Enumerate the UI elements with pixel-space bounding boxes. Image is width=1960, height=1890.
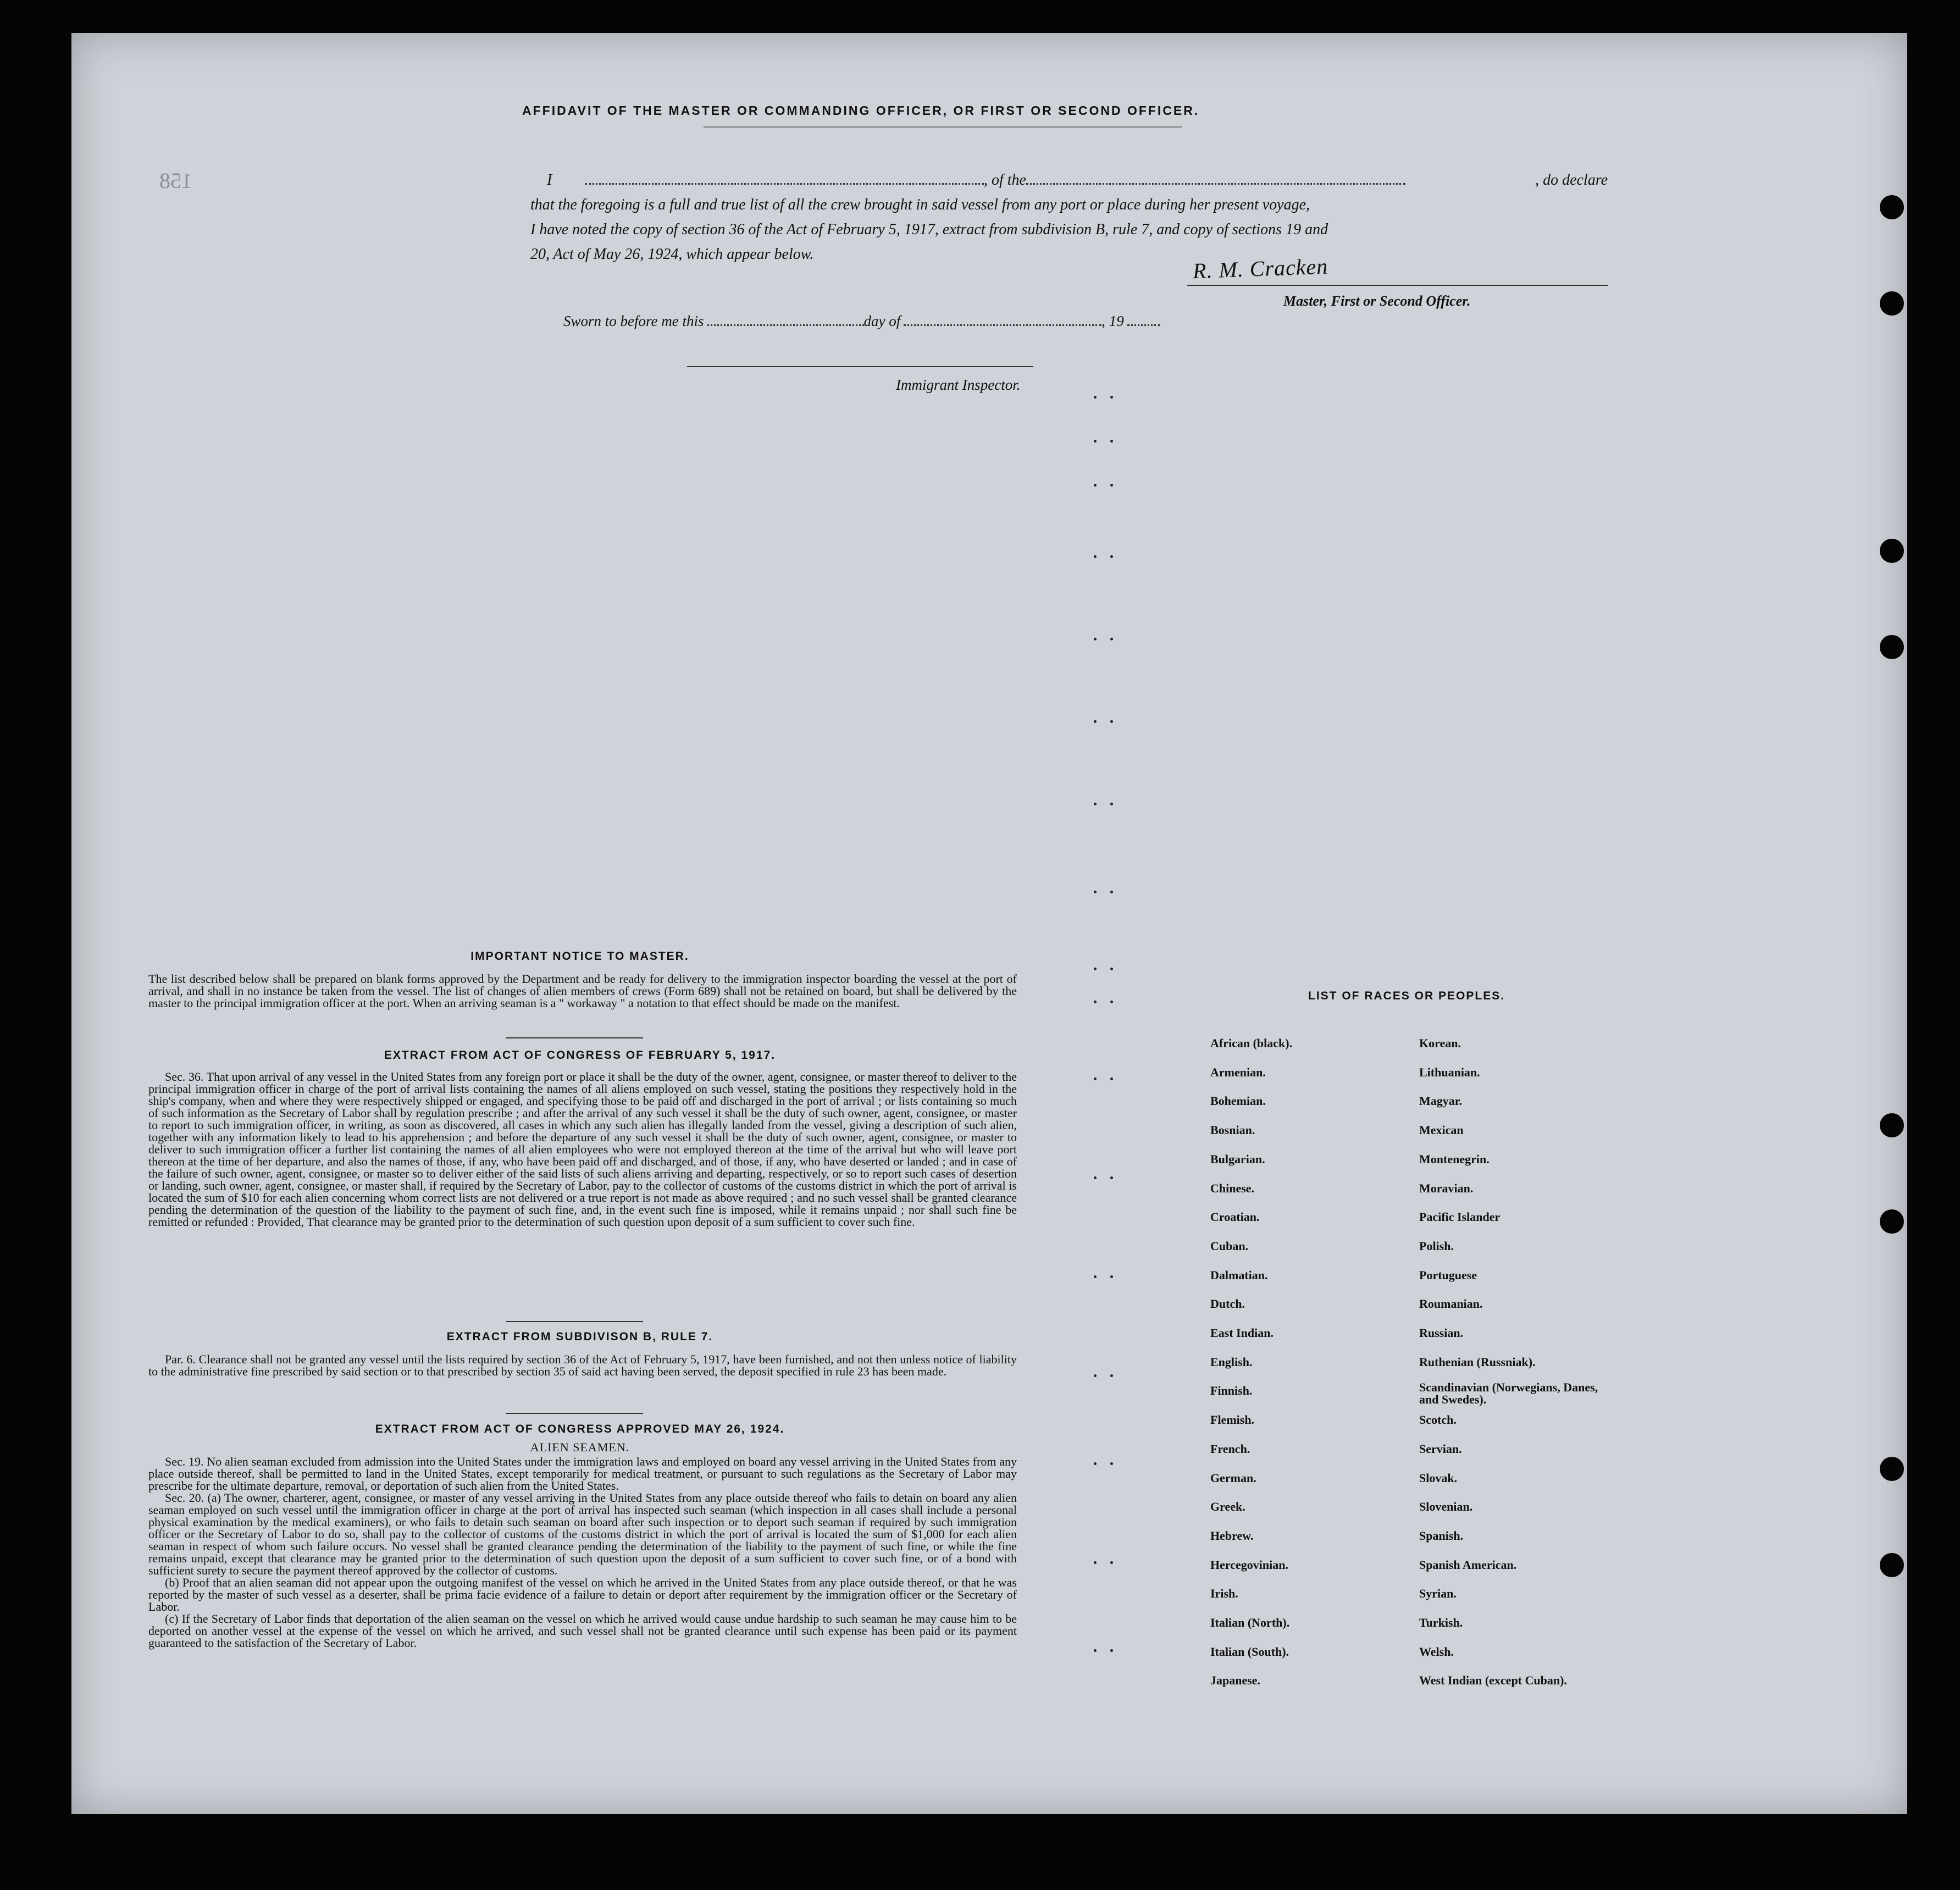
punch-hole	[1880, 539, 1904, 563]
race-item: Bulgarian.	[1210, 1152, 1265, 1166]
race-item: Korean.	[1419, 1036, 1461, 1050]
race-item: Spanish.	[1419, 1528, 1464, 1543]
day-of-label: day of	[863, 313, 901, 329]
race-item: Bohemian.	[1210, 1094, 1266, 1108]
race-item: Greek.	[1210, 1500, 1245, 1514]
sworn-month-field[interactable]	[904, 312, 1101, 326]
race-item: Servian.	[1419, 1441, 1462, 1456]
race-item: African (black).	[1210, 1036, 1293, 1050]
notice-body: The list described below shall be prepared on blank forms approved by the Department and be ready for delivery to the immigration inspector boarding the vessel at the port of arrival, and shall in no instance be taken from the vessel. The list of changes of alien members of crews (Form 689) shall not be retained on board, but shall be delivered by the master to the principal immigration officer at the port. When an arriving seaman is a " workaway " a notation to that effect should be made on the manifest.	[148, 972, 1017, 1010]
race-item: Polish.	[1419, 1239, 1454, 1253]
divider-2	[506, 1321, 643, 1322]
divider-3	[506, 1413, 643, 1414]
race-item: German.	[1210, 1471, 1256, 1485]
race-item: English.	[1210, 1355, 1253, 1369]
punch-hole	[1880, 635, 1904, 659]
inspector-signature-line	[687, 366, 1033, 367]
sworn-year-field[interactable]	[1127, 312, 1160, 326]
divider-1	[506, 1037, 643, 1038]
punch-hole	[1880, 1113, 1904, 1137]
affidavit-of-the: , of the	[984, 172, 1026, 189]
affidavit-line-2: that the foregoing is a full and true list of all the crew brought in said vessel from any port or place during her present voyage,	[530, 196, 1310, 213]
race-item: Finnish.	[1210, 1384, 1253, 1398]
race-item: Portuguese	[1419, 1268, 1477, 1282]
punch-hole	[1880, 195, 1904, 219]
race-item: Scotch.	[1419, 1413, 1457, 1427]
race-item: Dutch.	[1210, 1297, 1245, 1311]
master-signature: R. M. Cracken	[1192, 253, 1328, 284]
affidavit-line-4: 20, Act of May 26, 1924, which appear below.	[530, 246, 814, 263]
race-item: Chinese.	[1210, 1181, 1255, 1195]
race-item: Spanish American.	[1419, 1557, 1517, 1572]
sworn-line	[563, 312, 1278, 330]
extract-1924-subtitle: ALIEN SEAMEN.	[530, 1440, 630, 1454]
sworn-label: Sworn to before me this	[563, 313, 704, 329]
inspector-label: Immigrant Inspector.	[896, 377, 1021, 393]
margin-page-number: 158	[159, 168, 192, 193]
race-item: Irish.	[1210, 1587, 1238, 1601]
signer-title: Master, First or Second Officer.	[1283, 293, 1471, 309]
extract-1917-title: EXTRACT FROM ACT OF CONGRESS OF FEBRUARY 5, 1917.	[384, 1049, 776, 1062]
race-item: Slovak.	[1419, 1471, 1458, 1485]
race-item: Cuban.	[1210, 1239, 1249, 1253]
punch-hole	[1880, 1457, 1904, 1481]
races-title: LIST OF RACES OR PEOPLES.	[1308, 990, 1505, 1002]
punch-hole	[1880, 291, 1904, 316]
affidavit-line-3: I have noted the copy of section 36 of the Act of February 5, 1917, extract from subdivision B, rule 7, and copy of sections 19 and	[530, 221, 1328, 238]
subdivision-body: Par. 6. Clearance shall not be granted any vessel until the lists required by section 36 of the Act of February 5, 1917, have been furnished, and not then unless notice of liability to the administrative fine prescribed by said section or to that prescribed by section 35 of said act having been served, the deposit specified in rule 23 has been made.	[148, 1352, 1017, 1378]
race-item: Russian.	[1419, 1326, 1464, 1340]
affidavit-do-declare: , do declare	[1535, 172, 1608, 189]
race-item: Pacific Islander	[1419, 1210, 1501, 1224]
race-item: Slovenian.	[1419, 1500, 1473, 1514]
race-item: Bosnian.	[1210, 1123, 1255, 1137]
title-underline	[704, 126, 1182, 128]
year-label: , 19	[1101, 313, 1124, 329]
race-item: Syrian.	[1419, 1587, 1457, 1601]
race-item: Italian (South).	[1210, 1644, 1289, 1659]
race-item: Italian (North).	[1210, 1616, 1290, 1629]
extract-1924-body	[148, 1456, 1017, 1649]
race-item: Lithuanian.	[1419, 1065, 1480, 1079]
sec-20b: (b) Proof that an alien seaman did not appear upon the outgoing manifest of the vessel on which he arrived in the United States from any place outside thereof, or that he was reported by the master of such vessel as a deserter, shall be prima facie evidence of a failure to detain or deport after requirement by the immigration officer or the Secretary of Labor.	[148, 1576, 1017, 1613]
punch-hole	[1880, 1553, 1904, 1577]
race-item: Roumanian.	[1419, 1297, 1483, 1311]
race-item: Mexican	[1419, 1123, 1464, 1137]
race-item: Hercegovinian.	[1210, 1557, 1288, 1572]
race-item: West Indian (except Cuban).	[1419, 1673, 1567, 1688]
race-item: Dalmatian.	[1210, 1268, 1268, 1282]
extract-1917-body: Sec. 36. That upon arrival of any vessel in the United States from any foreign port or place it shall be the duty of the owner, agent, consignee, or master thereof to deliver to the principal immigration officer in charge of the port of arrival lists containing the names of all aliens employed on such vessel, stating the positions they respectively hold in the ship's company, when and where they were respectively shipped or engaged, and specifying those to be paid off and discharged in the port of arrival ; or lists containing so much of such information as the Secretary of Labor shall by regulation prescribe ; and after the arrival of any such vessel it shall be the duty of such owner, agent, consignee, or master to report to such immigration officer, in writing, as soon as discovered, all cases in which any such alien has illegally landed from the vessel, giving a description of such alien, together with any information likely to lead to his apprehension ; and before the departure of any such vessel it shall be the duty of such owner, agent, consignee, or master to deliver to such immigration officer a further list containing the names of all alien employees who were not employed thereon at the time of the arrival but who will leave port thereon at the time of her departure, and also the names of those, if any, who have been paid off and discharged, and of those, if any, who have deserted or landed ; and in case of the failure of such owner, agent, consignee, or master so to deliver either of the said lists of such aliens arriving and departing, respectively, or so to report such cases of desertion or landing, such owner, agent, consignee, or master shall, if required by the Secretary of Labor, pay to the collector of customs of the customs district in which the port of arrival is located the sum of $10 for each alien concerning whom correct lists are not delivered or a true report is not made as above required ; and no such vessel shall be granted clearance pending the determination of the question of the liability to the payment of such fine, and, in the event such fine is imposed, while it remains unpaid ; nor shall such fine be remitted or refunded : Provided, That clearance may be granted prior to the determination of such question upon deposit of a sum sufficient to cover such fine.	[148, 1070, 1017, 1229]
sworn-day-field[interactable]	[707, 312, 864, 326]
affidavit-declaration	[530, 168, 1608, 267]
race-item: French.	[1210, 1441, 1250, 1456]
master-name-field[interactable]	[585, 171, 984, 185]
race-item: Flemish.	[1210, 1413, 1255, 1427]
race-item: Croatian.	[1210, 1210, 1260, 1224]
race-item: Magyar.	[1419, 1094, 1463, 1108]
race-item: Ruthenian (Russniak).	[1419, 1355, 1536, 1369]
race-item: Armenian.	[1210, 1065, 1266, 1079]
affidavit-i: I	[547, 172, 552, 189]
document-page	[71, 33, 1907, 1814]
affidavit-title: AFFIDAVIT OF THE MASTER OR COMMANDING OFFICER, OR FIRST OR SECOND OFFICER.	[522, 103, 1200, 118]
subdivision-title: EXTRACT FROM SUBDIVISON B, RULE 7.	[446, 1330, 713, 1343]
sec-20a: Sec. 20. (a) The owner, charterer, agent, consignee, or master of any vessel arriving in the United States from any place outside thereof who fails to detain on board any alien seaman employed on such vessel until the immigration officer in charge at the port of arrival has inspected such seaman (which inspection in all cases shall include a personal physical examination by the medical examiners), or who fails to detain such seaman on board after such inspection or to deport such seaman if required by such immigration officer or the Secretary of Labor to do so, shall pay to the collector of customs of the customs district in which the port of arrival is located the sum of $1,000 for each alien seaman in respect of whom such failure occurs. No vessel shall be granted clearance pending the determination of the liability to the payment of such fine, or while the fine remains unpaid, except that clearance may be granted prior to the determination of such question upon the deposit of a sum sufficient to cover such fine, or of a bond with sufficient surety to secure the payment thereof approved by the collector of customs.	[148, 1491, 1017, 1577]
signature-line	[1187, 285, 1608, 286]
race-item: Scandinavian (Norwegians, Danes, and Swedes).	[1419, 1380, 1598, 1407]
race-item: Japanese.	[1210, 1673, 1261, 1688]
race-item: Montenegrin.	[1419, 1152, 1490, 1166]
notice-title: IMPORTANT NOTICE TO MASTER.	[470, 950, 689, 963]
race-item: Moravian.	[1419, 1181, 1474, 1195]
race-item: Welsh.	[1419, 1644, 1454, 1659]
race-item: Turkish.	[1419, 1616, 1463, 1629]
punch-hole	[1880, 1209, 1904, 1234]
vessel-name-field[interactable]	[1026, 171, 1405, 185]
race-item: Hebrew.	[1210, 1528, 1254, 1543]
extract-1924-title: EXTRACT FROM ACT OF CONGRESS APPROVED MAY 26, 1924.	[375, 1423, 785, 1435]
sec-19: Sec. 19. No alien seaman excluded from admission into the United States under the immigration laws and employed on board any vessel arriving in the United States from any place outside thereof, shall be permitted to land in the United States, except temporarily for medical treatment, or pursuant to such regulations as the Secretary of Labor may prescribe for the ultimate departure, removal, or deportation of such alien from the United States.	[148, 1455, 1017, 1493]
race-item: East Indian.	[1210, 1326, 1274, 1340]
sec-20c: (c) If the Secretary of Labor finds that deportation of the alien seaman on the vessel on which he arrived would cause undue hardship to such seaman he may cause him to be deported on another vessel at the expense of the vessel on which he arrived, and such vessel shall not be granted clearance until such expense has been paid or its payment guaranteed to the satisfaction of the Secretary of Labor.	[148, 1612, 1017, 1650]
